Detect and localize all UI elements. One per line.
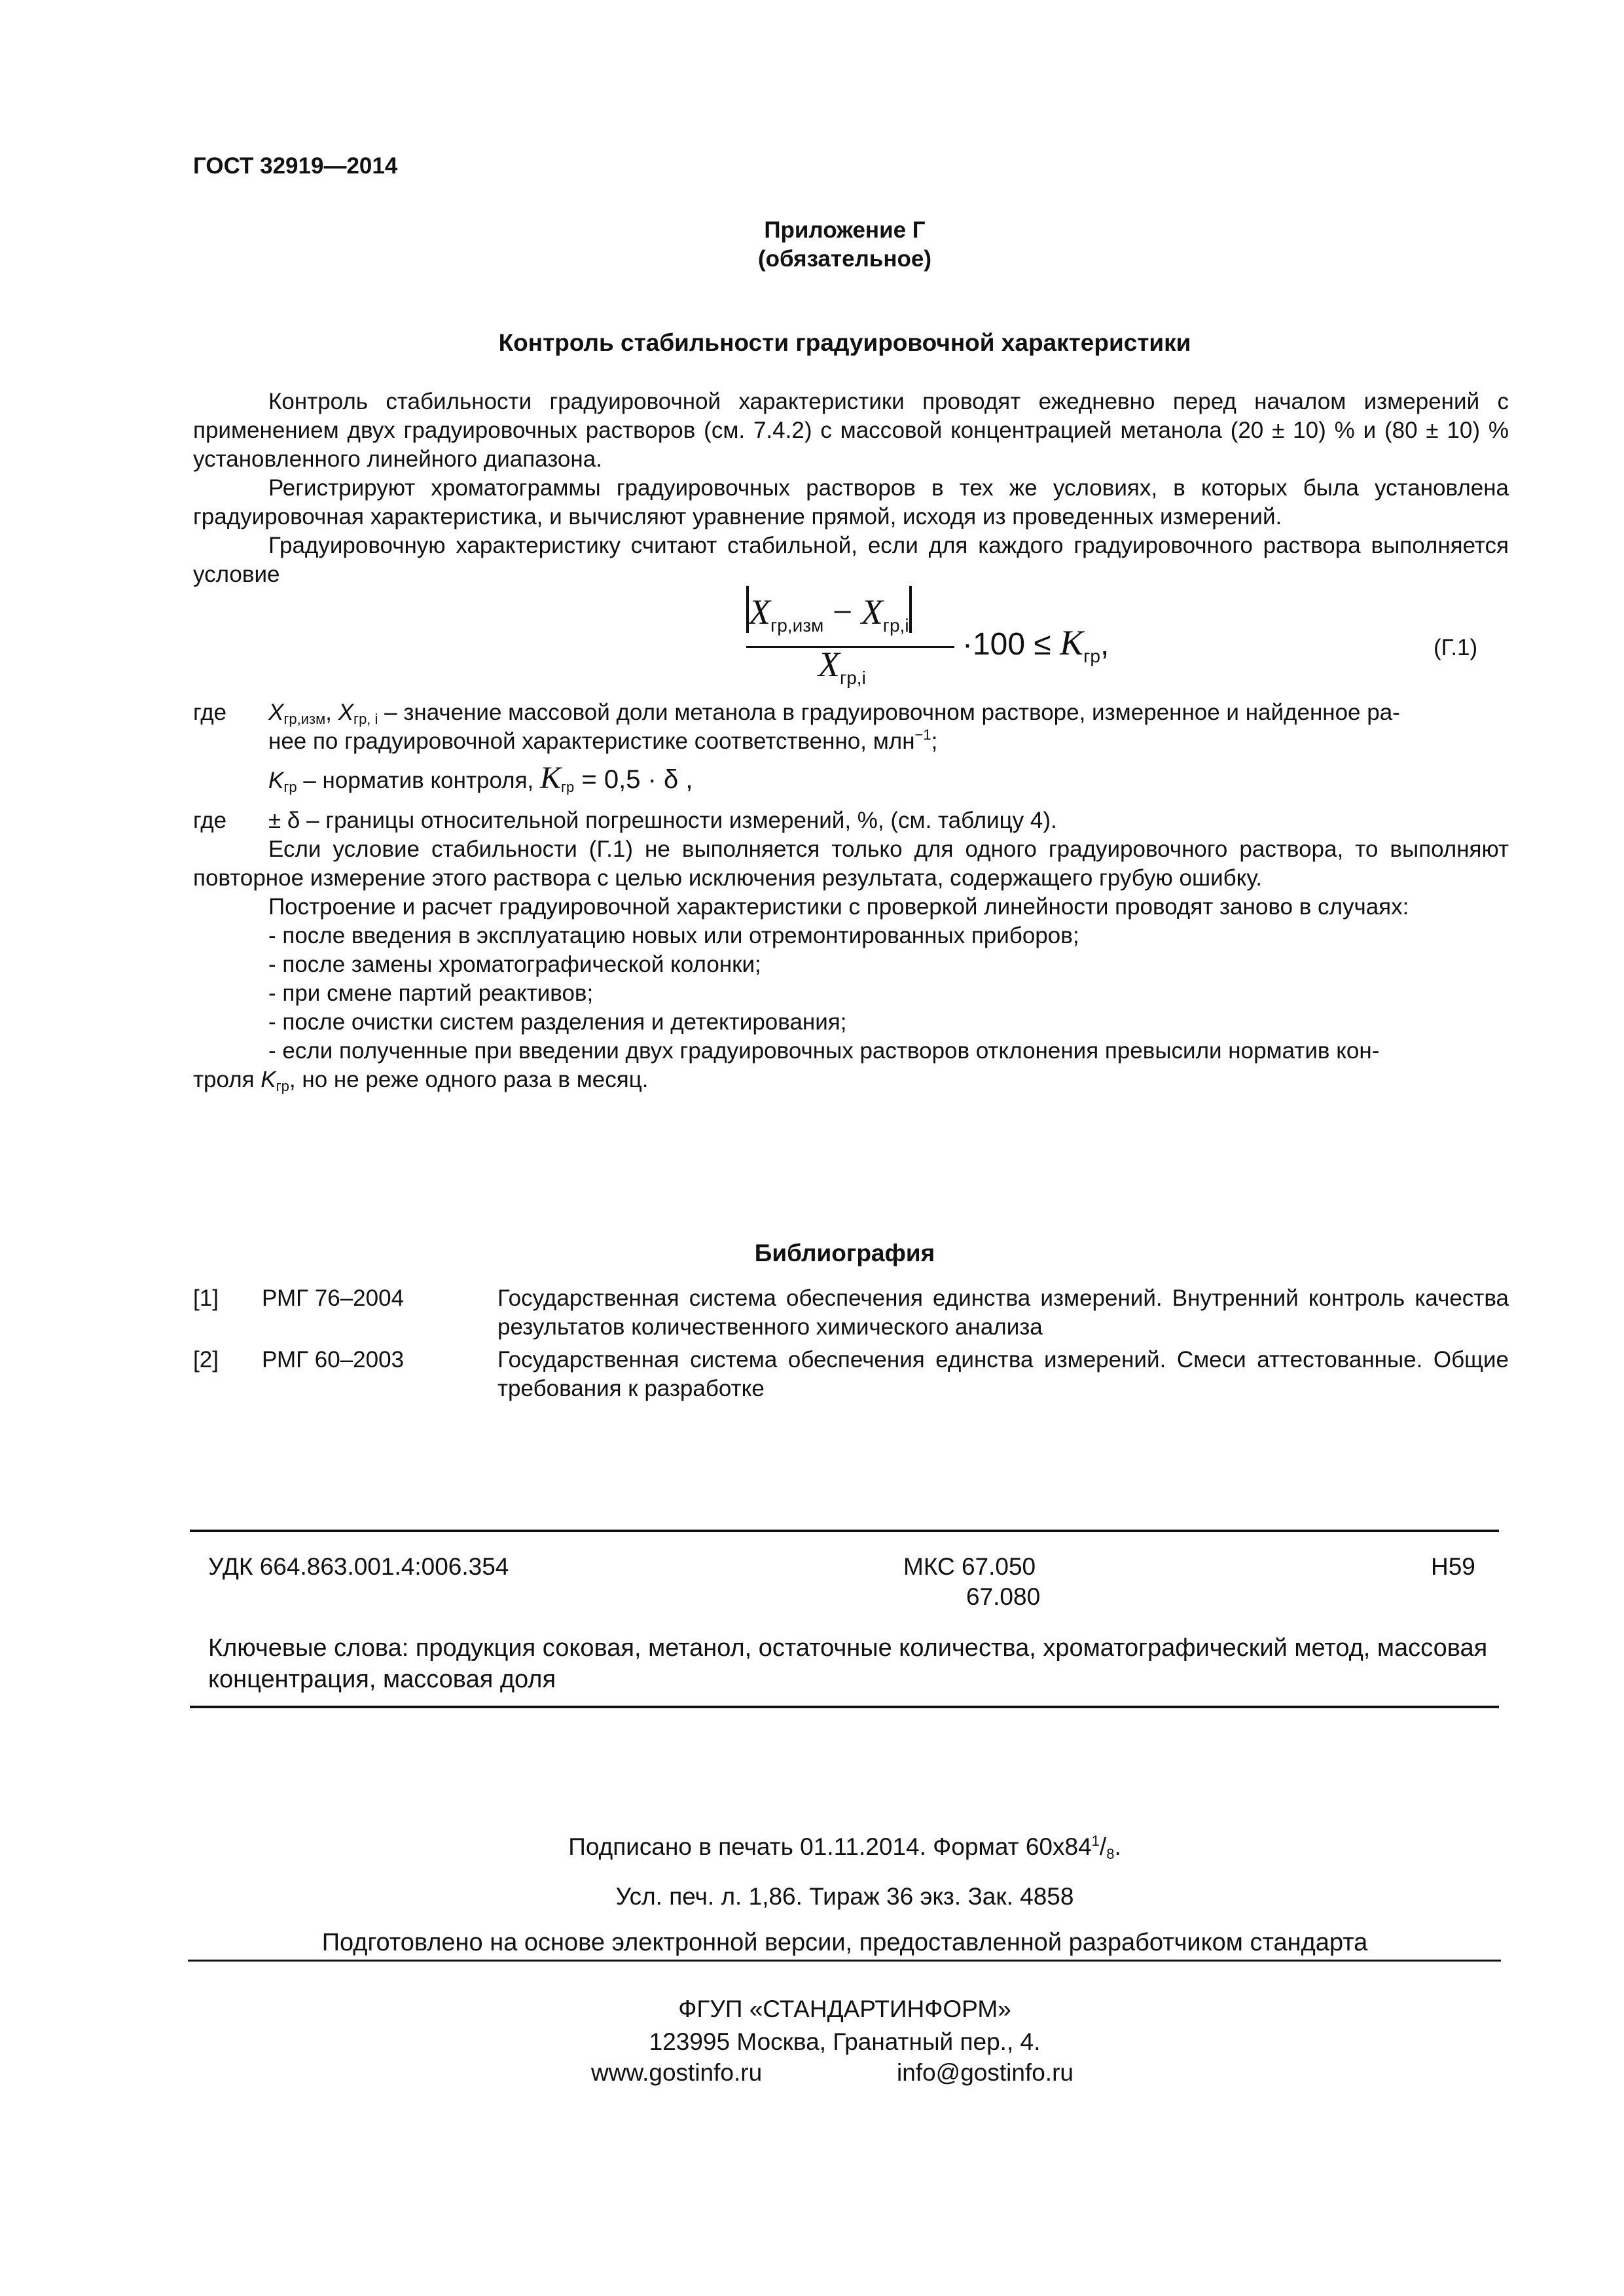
paragraph-3: Градуировочную характеристику считают стабильной, если для каждого градуировочного раствора выполняется условие [193, 533, 1509, 587]
divider-bottom [190, 1706, 1499, 1708]
formula-numerator [746, 586, 912, 638]
imprint-print: Усл. печ. л. 1,86. Тираж 36 экз. Зак. 4858 [615, 1883, 1074, 1910]
where-definition-x-cont [268, 727, 937, 756]
formula-times-100: ·100 [962, 627, 1026, 662]
imprint-frac-slash: / [1099, 1833, 1107, 1860]
case-last-text-a: троля [193, 1067, 261, 1092]
formula-sub-den: гр,i [840, 668, 866, 688]
formula-number: (Г.1) [1434, 635, 1478, 660]
udk-code: УДК 664.863.001.4:006.354 [208, 1553, 509, 1580]
where-k-eq-sub: гр [561, 779, 575, 795]
case-item: - при смене партий реактивов; [268, 980, 594, 1006]
formula-k: K [1060, 623, 1084, 662]
imprint-frac-end: . [1114, 1833, 1121, 1860]
publisher-email[interactable]: info@gostinfo.ru [897, 2059, 1074, 2086]
where-k-eq-symbol: K [539, 761, 561, 795]
imprint-divider [188, 1960, 1501, 1962]
where-k-text: – норматив контроля, [297, 768, 540, 793]
imprint-signed [0, 1833, 1624, 1861]
abs-bar-right [909, 586, 912, 633]
fraction-line [746, 646, 954, 648]
paragraph-1: Контроль стабильности градуировочной характеристики проводят ежедневно перед началом измерений с применением двух градуировочных растворов (см. 7.4.2) с массовой концентрацией метанола (20 ± 10) % и (80 ± 10) % установленного линейного диапазона. [193, 389, 1509, 472]
where-x-text1: – значение массовой доли метанола в градуировочном растворе, измеренное и найденное ра- [378, 700, 1400, 725]
case-item: - после очистки систем разделения и детектирования; [268, 1009, 847, 1035]
bib-text-2: Государственная система обеспечения единства измерений. Смеси аттестованные. Общие требования к разработке [497, 1347, 1509, 1401]
where-k-symbol: K [268, 768, 284, 793]
cases-list [268, 922, 1079, 1037]
formula-sub-measured: гр,изм [770, 615, 824, 636]
formula-denominator [818, 645, 866, 688]
bib-code-2: РМГ 60–2003 [262, 1347, 405, 1372]
formula-x-den: X [818, 645, 840, 684]
case-last-sub: гр [276, 1078, 289, 1094]
bibliography-title: Библиография [754, 1240, 935, 1266]
paragraph-5: Построение и расчет градуировочной характеристики с проверкой линейности проводят заново в случаях: [268, 894, 1409, 920]
case-item-last-cont [193, 1066, 649, 1094]
publisher-address: 123995 Москва, Гранатный пер., 4. [649, 2028, 1041, 2055]
imprint-prepared: Подготовлено на основе электронной версии, предоставленной разработчиком стандарта [321, 1929, 1368, 1956]
where-k-sub: гр [283, 779, 297, 795]
formula-x-2: X [861, 592, 883, 632]
formula-le: ≤ [1034, 627, 1051, 662]
imprint-signed-text: Подписано в печать 01.11.2014. Формат 60x84 [568, 1833, 1092, 1860]
paragraph-4: Если условие стабильности (Г.1) не выполняется только для одного градуировочного раствора, то выполняют повторное измерение этого раствора с целью исключения результата, содержащего грубую ошибку. [193, 836, 1509, 891]
section-title: Контроль стабильности градуировочной характеристики [498, 329, 1191, 356]
publisher-website[interactable]: www.gostinfo.ru [591, 2059, 763, 2086]
bib-code-1: РМГ 76–2004 [262, 1285, 405, 1311]
case-last-k: K [261, 1067, 276, 1092]
classification-code: Н59 [1431, 1553, 1475, 1580]
imprint-frac-sub: 8 [1106, 1846, 1115, 1862]
where-x-symbol-2: X [338, 700, 354, 725]
mks-code-1: МКС 67.050 [903, 1553, 1036, 1580]
where-x-symbol: X [268, 700, 284, 725]
case-item-last: - если полученные при введении двух градуировочных растворов отклонения превысили норматив кон- [268, 1038, 1380, 1064]
paragraph-2: Регистрируют хроматограммы градуировочных растворов в тех же условиях, в которых была установлена градуировочная характеристика, и вычисляют уравнение прямой, исходя из проведенных измерений. [193, 475, 1509, 529]
divider-top [190, 1530, 1499, 1532]
where-x-text2: нее по градуировочной характеристике соответственно, млн [268, 728, 915, 754]
appendix-status: (обязательное) [757, 246, 931, 272]
where-x-sub1: гр,изм [283, 711, 326, 727]
formula-sub-found: гр,i [882, 615, 909, 636]
where-x-sub2: гр, i [353, 711, 378, 727]
mks-code-2: 67.080 [966, 1583, 1041, 1610]
imprint-frac-sup: 1 [1091, 1833, 1100, 1849]
formula-minus: − [832, 592, 853, 632]
where-k-eq: = 0,5 · δ , [574, 765, 693, 794]
where-delta: ± δ – границы относительной погрешности измерений, %, (см. таблицу 4). [268, 808, 1057, 833]
formula-right-side [962, 623, 1110, 666]
case-item: - после введения в эксплуатацию новых или отремонтированных приборов; [268, 923, 1079, 948]
appendix-title: Приложение Г [764, 217, 926, 243]
where-x-sup: −1 [914, 726, 931, 743]
keywords: Ключевые слова: продукция соковая, метанол, остаточные количества, хроматографический метод, массовая концентрация, массовая доля [208, 1634, 1488, 1693]
case-last-text-b: , но не реже одного раза в месяц. [289, 1067, 649, 1092]
where-label-1: где [193, 700, 227, 725]
bib-text-1: Государственная система обеспечения единства измерений. Внутренний контроль качества результатов количественного химического анализа [497, 1285, 1509, 1340]
where-definition-k [268, 761, 693, 795]
publisher-name: ФГУП «СТАНДАРТИНФОРМ» [678, 1996, 1011, 2022]
where-definition-x [268, 698, 1509, 727]
formula-sub-k: гр [1083, 646, 1100, 666]
formula-x: X [749, 592, 770, 632]
where-label-2: где [193, 808, 227, 833]
case-item: - после замены хроматографической колонки; [268, 952, 761, 977]
formula-comma: , [1100, 627, 1110, 662]
where-sep: , [325, 700, 338, 725]
bib-number-2: [2] [193, 1347, 219, 1372]
where-x-text2-end: ; [931, 728, 938, 754]
document-id: ГОСТ 32919—2014 [193, 153, 398, 179]
formula-g1 [746, 586, 1335, 704]
bib-number-1: [1] [193, 1285, 219, 1311]
